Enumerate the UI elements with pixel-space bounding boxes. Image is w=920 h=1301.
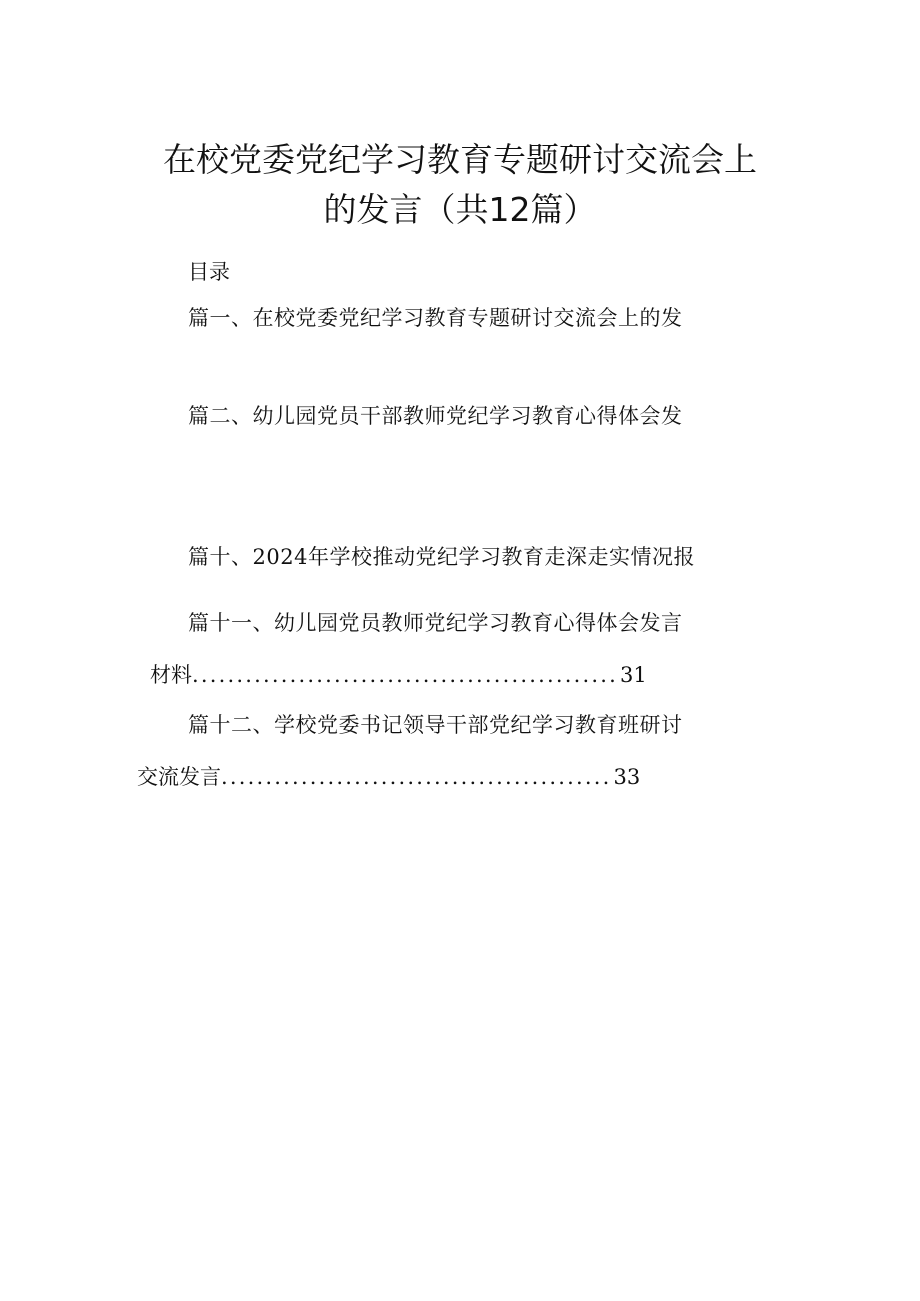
toc-entry-1[interactable]: 篇一、在校党委党纪学习教育专题研讨交流会上的发 — [188, 306, 683, 330]
toc-entry-2[interactable]: 篇二、幼儿园党员干部教师党纪学习教育心得体会发 — [188, 404, 683, 428]
toc-heading: 目录 — [188, 260, 230, 284]
toc-entry-12-cont-text: 交流发言 — [137, 765, 221, 789]
toc-entry-11-leader: ................................................ — [192, 663, 619, 687]
toc-entry-12-continuation[interactable] — [137, 761, 640, 791]
toc-entry-10[interactable]: 篇十、2024年学校推动党纪学习教育走深走实情况报 — [188, 545, 695, 569]
toc-entry-12-page: 33 — [613, 765, 641, 789]
toc-entry-11-cont-text: 材料 — [150, 663, 192, 687]
document-title-line2: 的发言（共12篇） — [323, 190, 597, 229]
toc-entry-11-continuation[interactable] — [150, 659, 647, 689]
toc-entry-11[interactable]: 篇十一、幼儿园党员教师党纪学习教育心得体会发言 — [188, 611, 683, 635]
toc-entry-11-page: 31 — [620, 663, 647, 687]
toc-entry-12[interactable]: 篇十二、学校党委书记领导干部党纪学习教育班研讨 — [188, 713, 683, 737]
toc-entry-12-leader: ............................................ — [221, 765, 612, 789]
document-title-line1: 在校党委党纪学习教育专题研讨交流会上 — [163, 140, 757, 179]
